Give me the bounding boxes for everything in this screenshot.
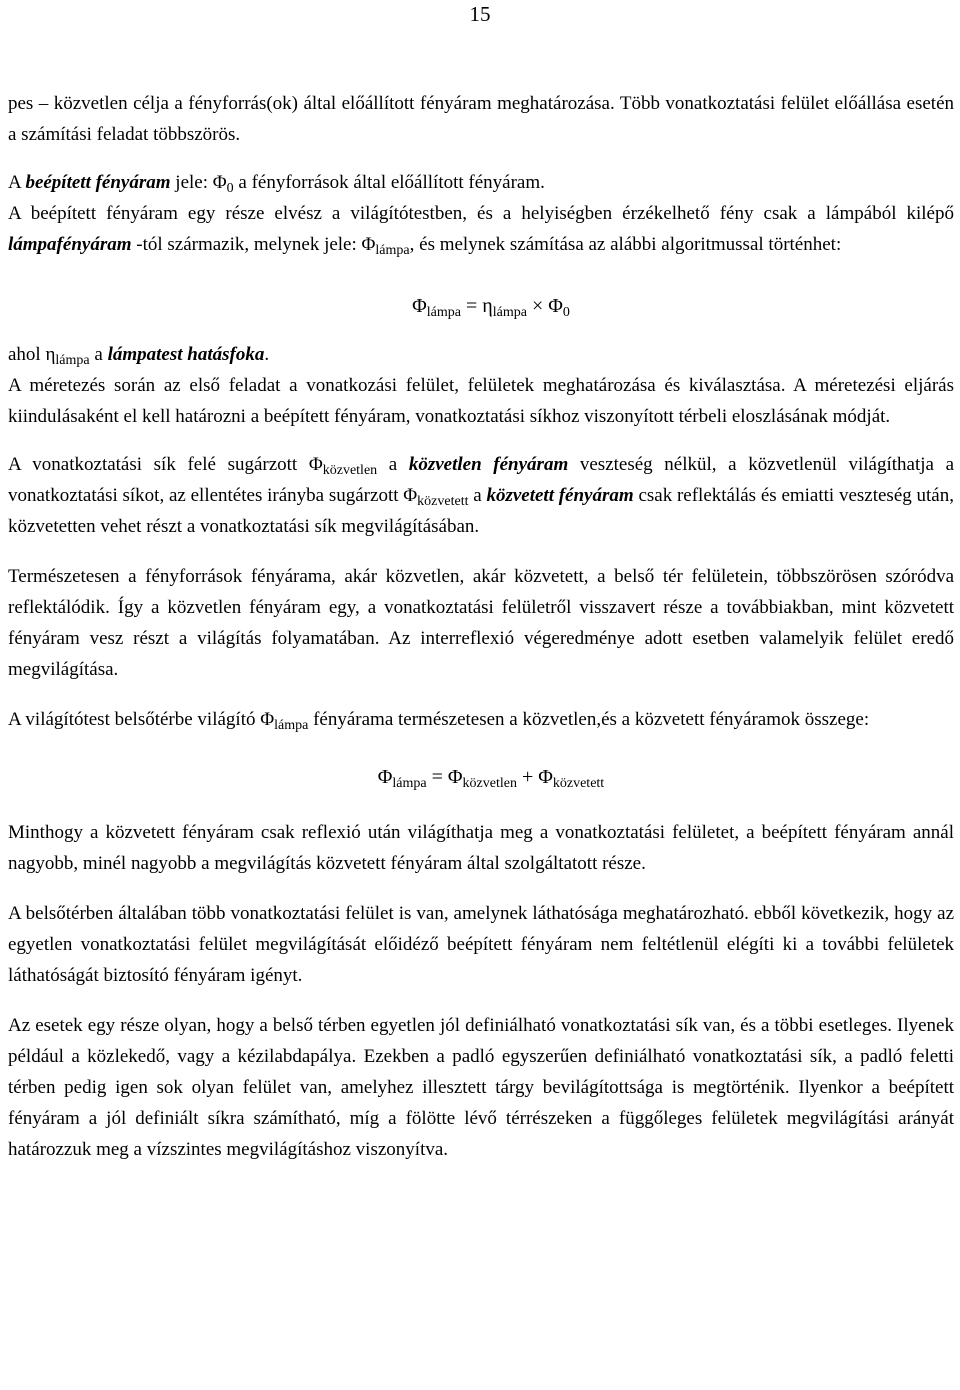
paragraph-reflection: Minthogy a közvetett fényáram csak reflexió után világíthatja meg a vonatkoztatási felületet, a beépített fényáram annál nagyobb, minél nagyobb a megvilágítás közvetett fényáram által szolgáltatott része. xyxy=(8,822,954,874)
paragraph-sum: A világítótest belsőtérbe világító $\Phi_{lámpa}$ fényárama természetesen a közvetlen,és a közvetett fényáramok összege: xyxy=(8,709,870,733)
paragraph-sizing: A méretezés során az első feladat a vonatkozási felület, felületek meghatározása és kiválasztása. A méretezési eljárás kiindulásaként el kell határozni a beépített fényáram, vonatkoztatási síkhoz viszonyított térbeli eloszlásának módját. xyxy=(8,375,954,427)
paragraph-intro: pes – közvetlen célja a fényforrás(ok) által előállított fényáram meghatározása. Több vonatkoztatási felület előállása esetén a számítási feladat többszörös. xyxy=(8,93,954,145)
page-number: 15 xyxy=(469,2,491,26)
term-direct-flux: közvetlen fényáram xyxy=(408,454,569,475)
paragraph-single-plane: Az esetek egy része olyan, hogy a belső térben egyetlen jól definiálható vonatkoztatási sík van, és a többi esetleges. Ilyenek például a közlekedő, vagy a kézilabdapálya. Ezekben a padló egyszerűen definiálható vonatkoztatási sík, a padló feletti térben pedig igen sok olyan felület van, amelyhez illesztett tárgy bevilágítottsága is megtörténik. Ilyenkor a beépített fényáram a jól definiált síkra számítható, míg a fölötte lévő térrészeken a függőleges felületek megvilágítási arányát határozzuk meg a vízszintes megvilágításhoz viszonyítva. xyxy=(8,1015,954,1160)
paragraph-efficiency: ahol $\eta_{lámpa}$ a lámpatest hatásfoka. xyxy=(8,344,270,368)
term-luminaire-efficiency: lámpatest hatásfoka xyxy=(107,344,265,365)
paragraph-interreflection: Természetesen a fényforrások fényárama, akár közvetlen, akár közvetett, a belső tér felületein, többszörösen szóródva reflektálódik. Így a közvetlen fényáram egy, a vonatkoztatási felületről visszavert része a továbbiakban, mint közvetett fényáram vesz részt a világítás folyamatában. Az interreflexió végeredménye adott esetben valamelyik felület eredő megvilágítása. xyxy=(8,566,954,680)
term-built-in-flux: beépített fényáram xyxy=(25,172,171,193)
paragraph-lamp-flux: A beépített fényáram egy része elvész a világítótestben, és a helyiségben érzékelhető fény csak a lámpából kilépő lámpafényáram -tól származik, melynek jele: $\Phi_{lámpa}$, és melynek számítása az alábbi algoritmussal történhet: xyxy=(8,203,954,258)
paragraph-built-in-flux: A beépített fényáram jele: $\Phi_0$ a fényforrások által előállított fényáram. xyxy=(8,172,545,196)
equation-lamp-flux: $\Phi_{lámpa} = \eta_{lámpa} \times \Phi_0$ xyxy=(412,295,570,320)
paragraph-multiple-surfaces: A belsőtérben általában több vonatkoztatási felület is van, amelynek láthatósága meghatározható. ebből következik, hogy az egyetlen vonatkoztatási felület megvilágítását előidéző beépített fényáram nem feltétlenül elégíti ki a további felületek láthatóságát biztosító fényáram igényt. xyxy=(8,903,954,986)
equation-flux-sum: $\Phi_{lámpa} = \Phi_{közvetlen} + \Phi_{közvetett}$ xyxy=(377,766,605,791)
term-lamp-flux: lámpafényáram xyxy=(8,234,132,255)
document-body xyxy=(8,88,954,1165)
paragraph-direct-indirect: A vonatkoztatási sík felé sugárzott $\Phi_{közvetlen}$ a közvetlen fényáram veszteség nélkül, a közvetlenül világíthatja a vonatkoztatási síkot, az ellentétes irányba sugárzott $\Phi_{közvetett}$ a közvetett fényáram csak reflektálás és emiatti veszteség után, közvetetten vehet részt a vonatkoztatási sík megvilágításában. xyxy=(8,454,955,537)
term-indirect-flux: közvetett fényáram xyxy=(486,485,634,506)
